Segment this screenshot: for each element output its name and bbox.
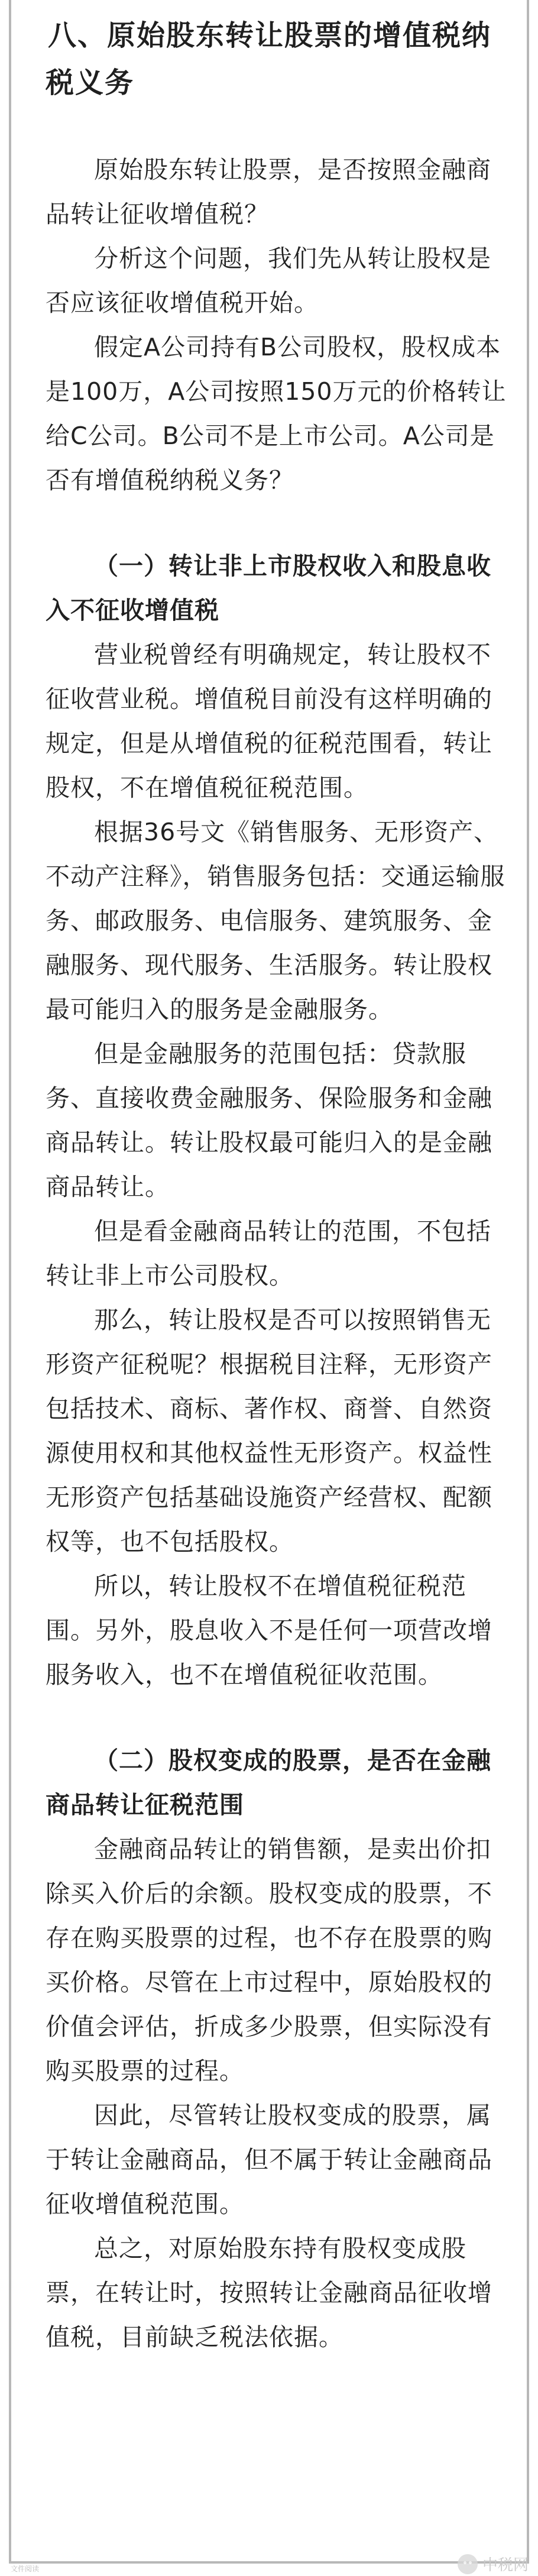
section-one-paragraph-3: 但是金融服务的范围包括：贷款服务、直接收费金融服务、保险服务和金融商品转让。转让股权最可能归入的是金融商品转让。 <box>46 1040 492 1201</box>
section-one <box>46 544 513 1697</box>
intro-paragraph-2: 分析这个问题，我们先从转让股权是否应该征收增值税开始。 <box>46 244 491 317</box>
intro-paragraph-1: 原始股东转让股票，是否按照金融商品转让征收增值税？ <box>46 156 491 228</box>
section-one-paragraph-6: 所以，转让股权不在增值税征税范围。另外，股息收入不是任何一项营改增服务收入，也不在增值税征收范围。 <box>46 1572 492 1689</box>
right-watermark-text: 中税网 <box>482 2556 529 2574</box>
section-one-paragraph-2: 根据36号文《销售服务、无形资产、不动产注释》，销售服务包括：交通运输服务、邮政服务、电信服务、建筑服务、金融服务、现代服务、生活服务。转让股权最可能归入的服务是金融服务。 <box>46 818 505 1024</box>
section-two-paragraph-3: 总之，对原始股东持有股权变成股票，在转让时，按照转让金融商品征收增值税，目前缺乏税法依据。 <box>46 2234 492 2351</box>
intro-paragraph-3: 假定A公司持有B公司股权，股权成本是100万，A公司按照150万元的价格转让给C公司。B公司不是上市公司。A公司是否有增值税纳税义务？ <box>46 333 507 494</box>
article-frame <box>9 0 529 2564</box>
section-one-paragraph-4: 但是看金融商品转让的范围，不包括转让非上市公司股权。 <box>46 1217 491 1290</box>
left-watermark: 文件阅读 <box>11 2565 40 2573</box>
wechat-icon <box>458 2554 478 2574</box>
article-content <box>46 12 513 2360</box>
right-watermark <box>458 2553 529 2575</box>
section-two-heading: （二）股权变成的股票，是否在金融商品转让征税范围 <box>46 1746 491 1819</box>
intro-section <box>46 148 513 503</box>
article-title: 八、原始股东转让股票的增值税纳税义务 <box>46 19 492 99</box>
section-one-heading: （一）转让非上市股权收入和股息收入不征收增值税 <box>46 552 491 624</box>
section-two <box>46 1739 513 2360</box>
section-one-paragraph-5: 那么，转让股权是否可以按照销售无形资产征税呢？根据税目注释，无形资产包括技术、商标、著作权、商誉、自然资源使用权和其他权益性无形资产。权益性无形资产包括基础设施资产经营权、配额权等，也不包括股权。 <box>46 1306 492 1556</box>
section-one-paragraph-1: 营业税曾经有明确规定，转让股权不征收营业税。增值税目前没有这样明确的规定，但是从增值税的征税范围看，转让股权，不在增值税征税范围。 <box>46 640 492 802</box>
section-two-paragraph-2: 因此，尽管转让股权变成的股票，属于转让金融商品，但不属于转让金融商品征收增值税范围。 <box>46 2101 492 2218</box>
section-two-paragraph-1: 金融商品转让的销售额，是卖出价扣除买入价后的余额。股权变成的股票，不存在购买股票的过程，也不存在股票的购买价格。尽管在上市过程中，原始股权的价值会评估，折成多少股票，但实际没有购买股票的过程。 <box>46 1835 492 2085</box>
